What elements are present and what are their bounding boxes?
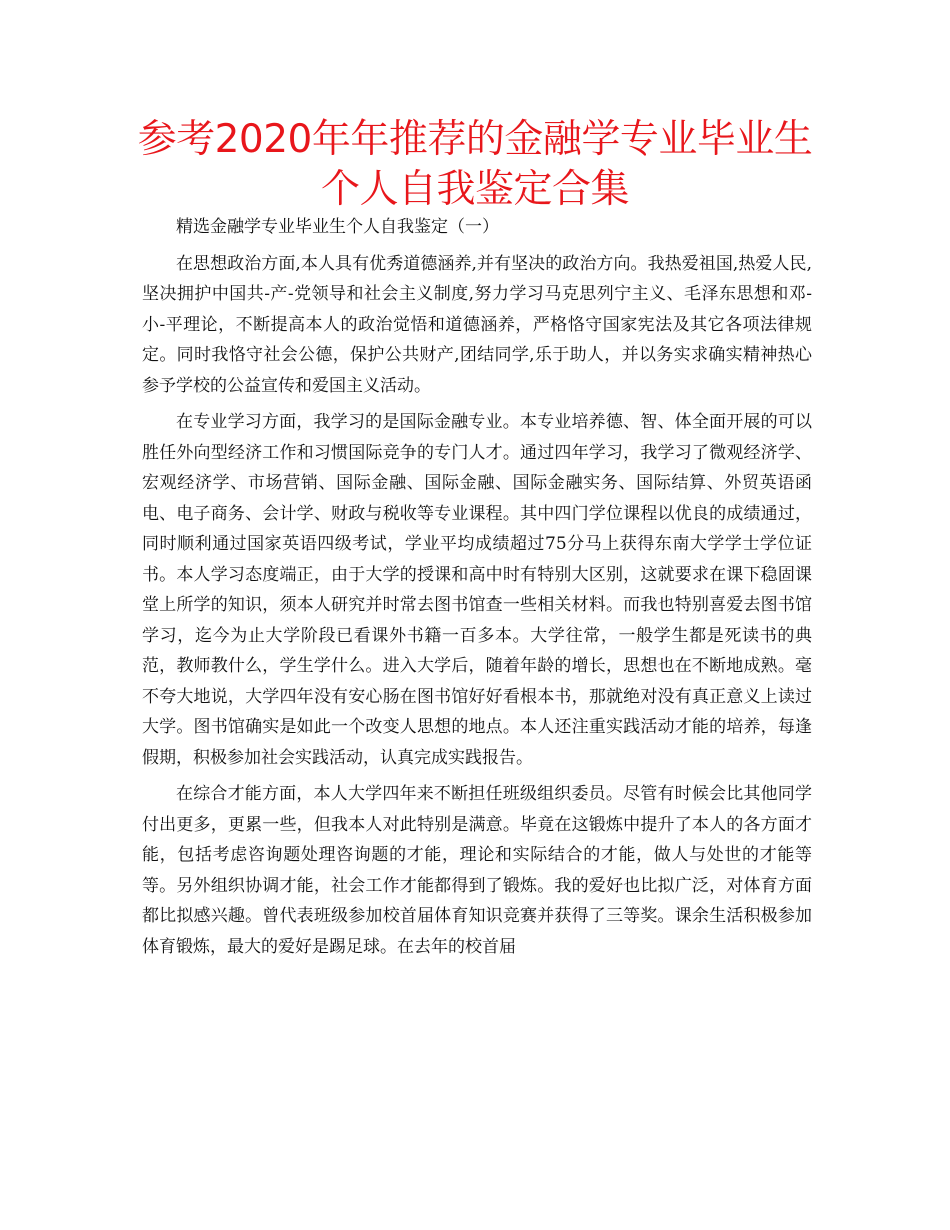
- section-heading: 精选金融学专业毕业生个人自我鉴定（一）: [176, 217, 499, 237]
- document-body: [142, 212, 812, 962]
- paragraph-political: 在思想政治方面,本人具有优秀道德涵养,并有坚决的政治方向。我热爱祖国,热爱人民,坚决拥护中国共-产-党领导和社会主义制度,努力学习马克思列宁主义、毛泽东思想和邓-小-平理论，不断提高本人的政治觉悟和道德涵养，严格恪守国家宪法及其它各项法律规定。同时我恪守社会公德，保护公共财产,团结同学,乐于助人，并以务实求确实精神热心参予学校的公益宣传和爱国主义活动。: [142, 253, 812, 396]
- document-title: 参考2020年年推荐的金融学专业毕业生个人自我鉴定合集: [137, 117, 813, 212]
- paragraph-abilities: 在综合才能方面，本人大学四年来不断担任班级组织委员。尽管有时候会比其他同学付出更多，更累一些，但我本人对此特别是满意。毕竟在这锻炼中提升了本人的各方面才能，包括考虑咨询题处理咨询题的才能，理论和实际结合的才能，做人与处世的才能等等。另外组织协调才能，社会工作才能都得到了锻炼。我的爱好也比拟广泛，对体育方面都比拟感兴趣。曾代表班级参加校首届体育知识竞赛并获得了三等奖。课余生活积极参加体育锻炼，最大的爱好是踢足球。在去年的校首届: [142, 784, 812, 957]
- paragraph-academic: 在专业学习方面，我学习的是国际金融专业。本专业培养德、智、体全面开展的可以胜任外向型经济工作和习惯国际竞争的专门人才。通过四年学习，我学习了微观经济学、宏观经济学、市场营销、国际金融、国际金融、国际金融实务、国际结算、外贸英语函电、电子商务、会计学、财政与税收等专业课程。其中四门学位课程以优良的成绩通过，同时顺利通过国家英语四级考试，学业平均成绩超过75分马上获得东南大学学士学位证书。本人学习态度端正，由于大学的授课和高中时有特别大区别，这就要求在课下稳固课堂上所学的知识，须本人研究并时常去图书馆查一些相关材料。而我也特别喜爱去图书馆学习，迄今为止大学阶段已看课外书籍一百多本。大学往常，一般学生都是死读书的典范，教师教什么，学生学什么。进入大学后，随着年龄的增长，思想也在不断地成熟。毫不夸大地说，大学四年没有安心肠在图书馆好好看根本书，那就绝对没有真正意义上读过大学。图书馆确实是如此一个改变人思想的地点。本人还注重实践活动才能的培养，每逢假期，积极参加社会实践活动，认真完成实践报告。: [142, 412, 812, 768]
